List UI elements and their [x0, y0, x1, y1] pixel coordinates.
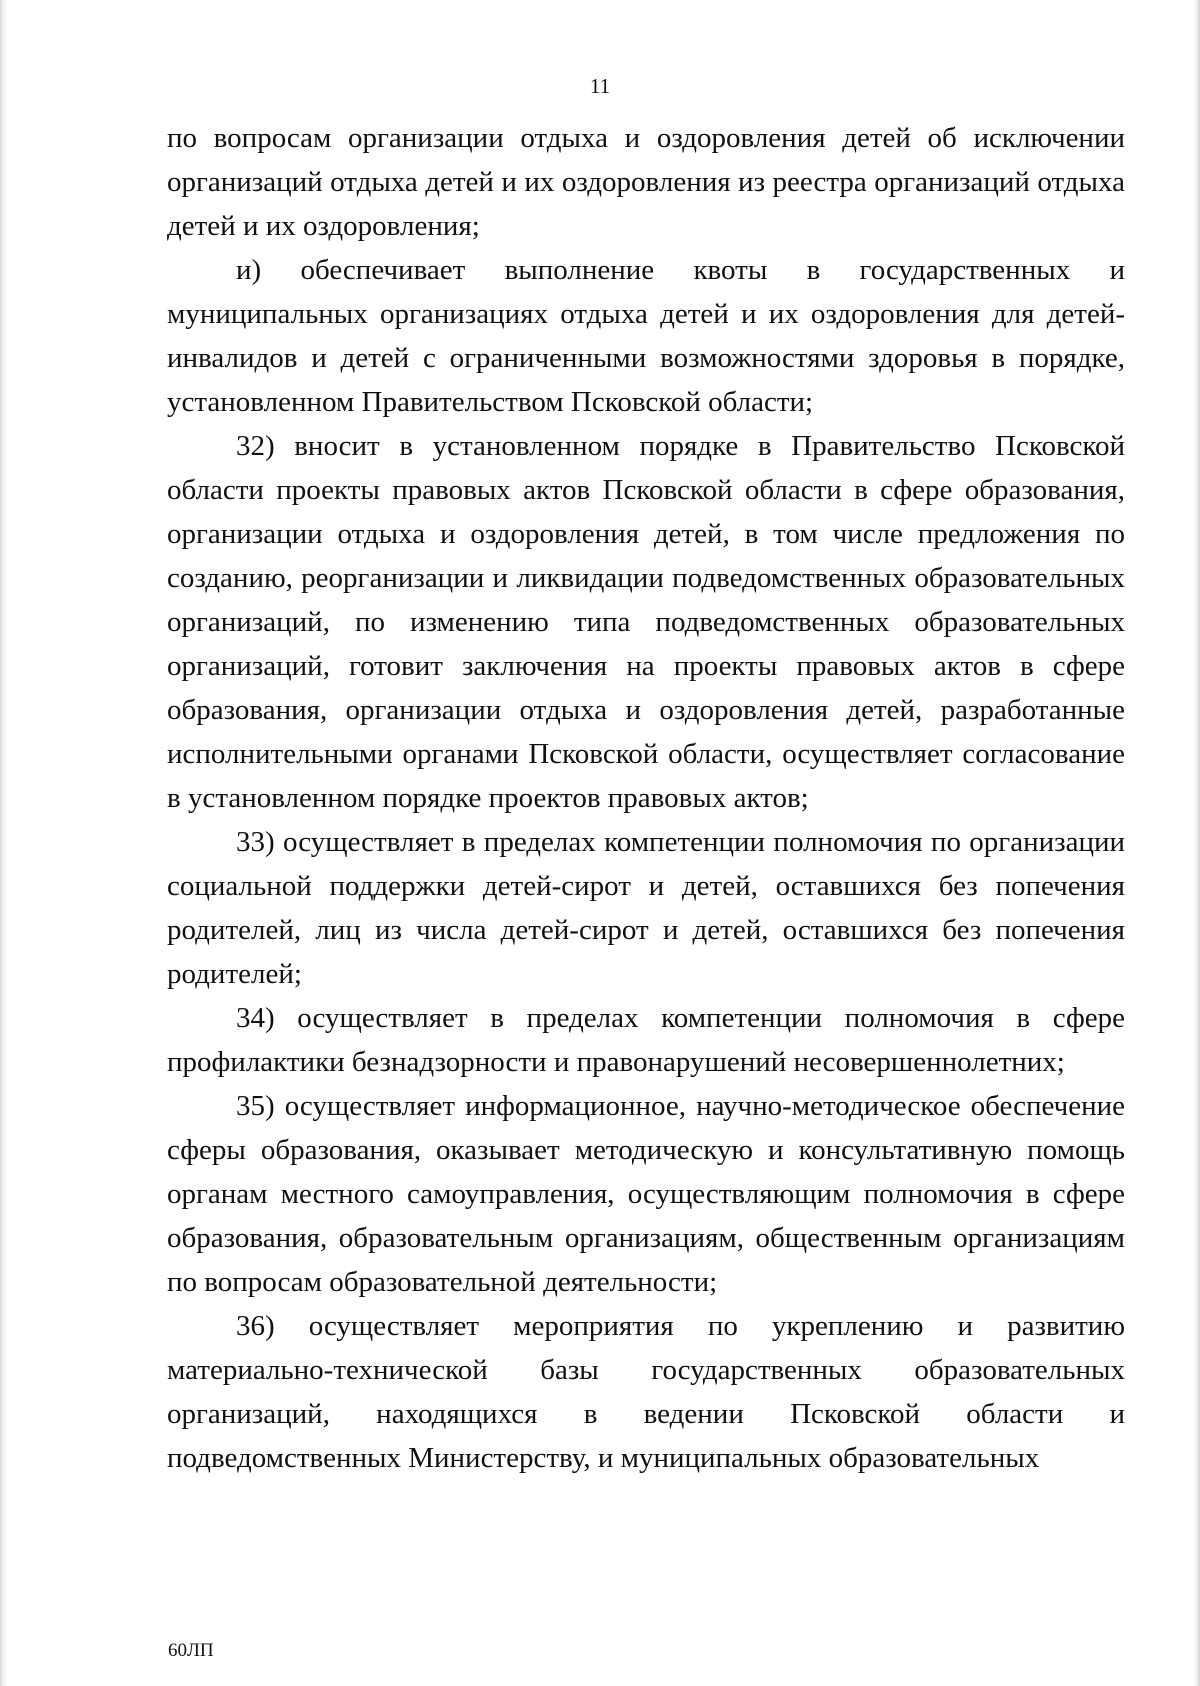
scan-edge-right: [1194, 0, 1200, 1686]
document-body: [167, 116, 1125, 1480]
paragraph-continuation: по вопросам организации отдыха и оздоровления детей об исключении организаций отдыха детей и их оздоровления из реестра организаций отдыха детей и их оздоровления;: [167, 122, 1125, 242]
paragraph-item-34: 34) осуществляет в пределах компетенции полномочия в сфере профилактики безнадзорности и правонарушений несовершеннолетних;: [167, 1002, 1125, 1078]
footer-code: 60ЛП: [168, 1640, 214, 1661]
paragraph-item-36: 36) осуществляет мероприятия по укреплению и развитию материально-технической базы государственных образовательных организаций, находящихся в ведении Псковской области и подведомственных Министерству, и муниципальных образовательных: [167, 1310, 1125, 1474]
paragraph-item-32: 32) вносит в установленном порядке в Правительство Псковской области проекты правовых актов Псковской области в сфере образования, организации отдыха и оздоровления детей, в том числе предложения по созданию, реорганизации и ликвидации подведомственных образовательных организаций, по изменению типа подведомственных образовательных организаций, готовит заключения на проекты правовых актов в сфере образования, организации отдыха и оздоровления детей, разработанные исполнительными органами Псковской области, осуществляет согласование в установленном порядке проектов правовых актов;: [167, 430, 1125, 814]
page-number: 11: [589, 74, 611, 98]
paragraph-item-i: и) обеспечивает выполнение квоты в государственных и муниципальных организациях отдыха детей и их оздоровления для детей-инвалидов и детей с ограниченными возможностями здоровья в порядке, установленном Правительством Псковской области;: [167, 254, 1125, 418]
paragraph-item-33: 33) осуществляет в пределах компетенции полномочия по организации социальной поддержки детей-сирот и детей, оставшихся без попечения родителей, лиц из числа детей-сирот и детей, оставшихся без попечения родителей;: [167, 826, 1125, 990]
paragraph-item-35: 35) осуществляет информационное, научно-методическое обеспечение сферы образования, оказывает методическую и консультативную помощь органам местного самоуправления, осуществляющим полномочия в сфере образования, образовательным организациям, общественным организациям по вопросам образовательной деятельности;: [167, 1090, 1125, 1298]
scan-edge-left: [0, 0, 7, 1686]
